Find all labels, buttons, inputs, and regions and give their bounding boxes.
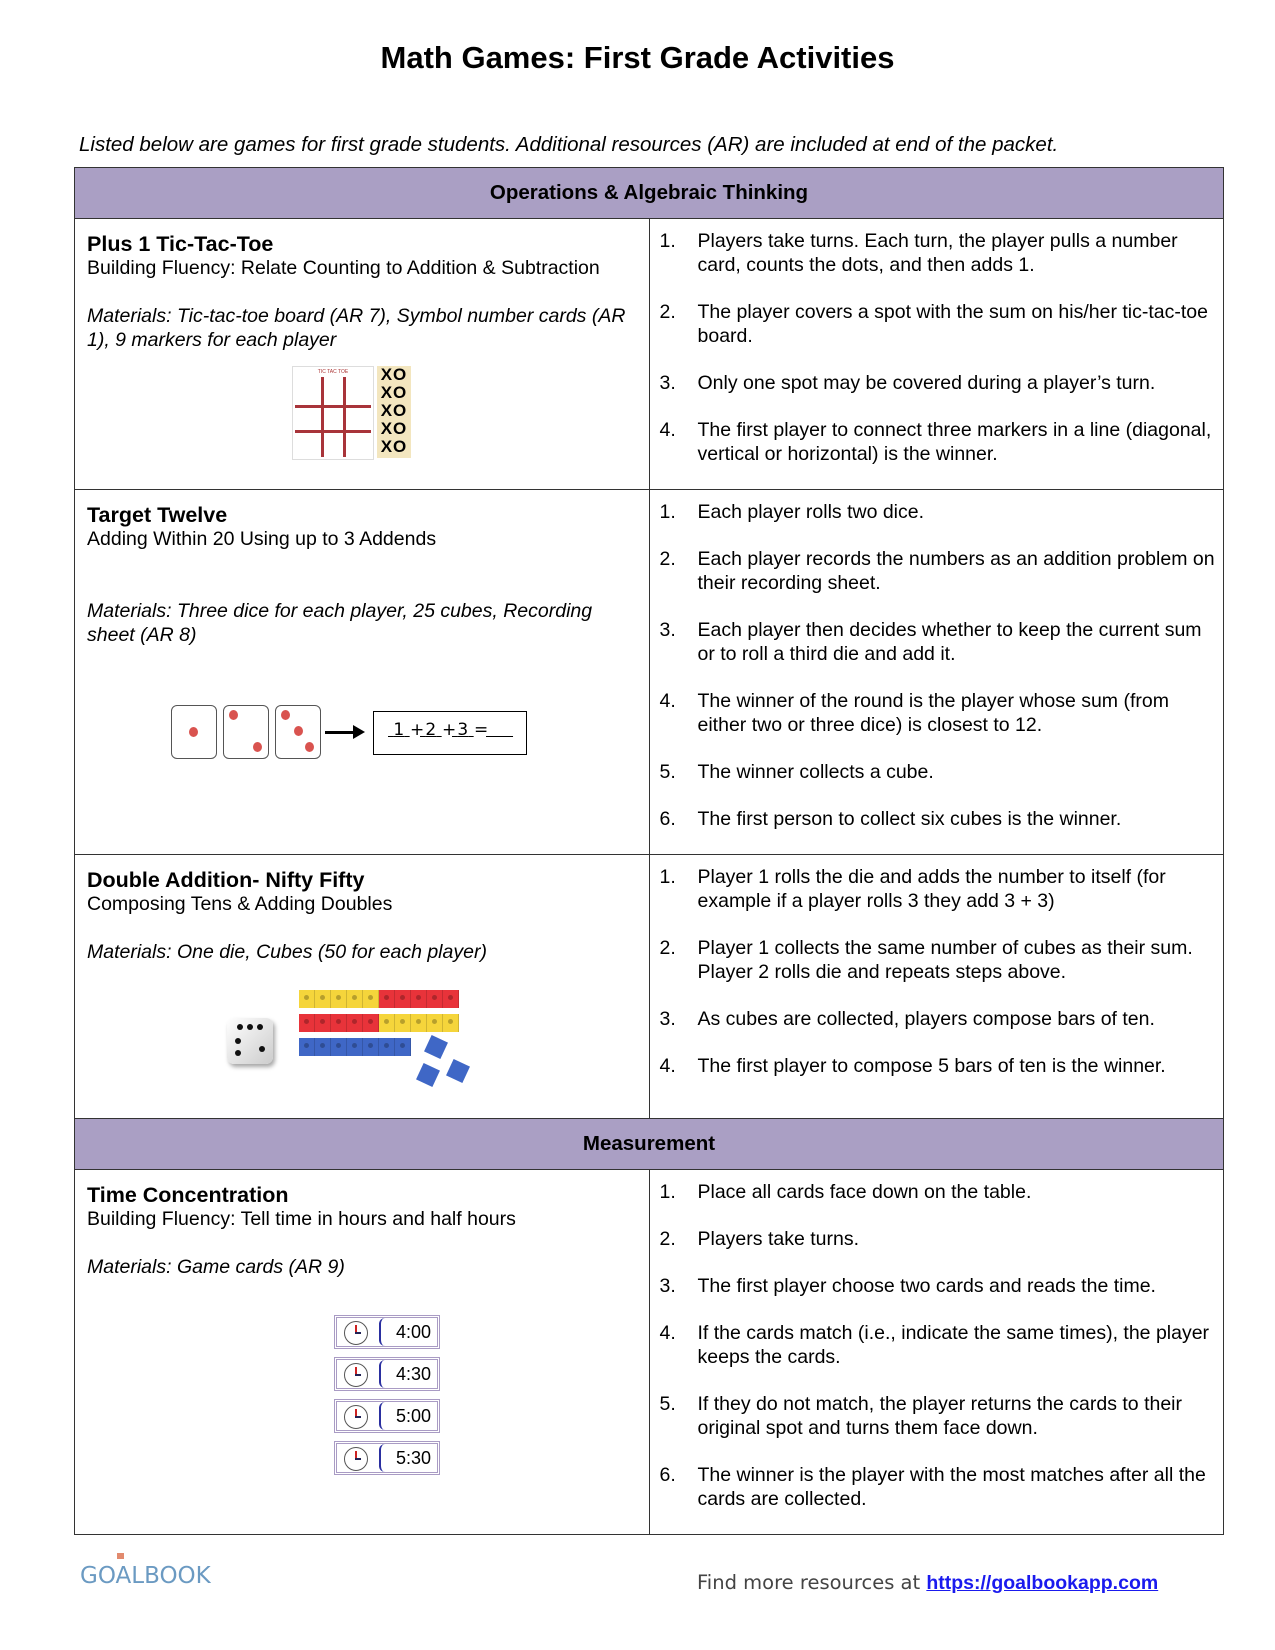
step-item: 5. If they do not match, the player returns the cards to their original spot and turns them face down. bbox=[659, 1393, 1183, 1439]
step-item: 4. The first player to connect three markers in a line (diagonal, vertical or horizontal) is the winner. bbox=[659, 419, 1212, 465]
game-info bbox=[75, 490, 650, 855]
game-name: Double Addition- Nifty Fifty bbox=[87, 868, 365, 892]
game-skill: Adding Within 20 Using up to 3 Addends bbox=[87, 528, 437, 550]
die-one bbox=[171, 705, 217, 759]
goalbook-link[interactable]: https://goalbookapp.com bbox=[926, 1572, 1159, 1594]
section-header-row bbox=[75, 1119, 1224, 1170]
step-item: 2. The player covers a spot with the sum on his/her tic-tac-toe board. bbox=[659, 301, 1208, 347]
game-skill: Composing Tens & Adding Doubles bbox=[87, 893, 393, 915]
game-info bbox=[75, 855, 650, 1119]
die-three bbox=[275, 705, 321, 759]
cube-bar-blue bbox=[299, 1038, 411, 1056]
game-steps bbox=[649, 1170, 1224, 1535]
step-item: 3. Each player then decides whether to keep the current sum or to roll a third die and add it. bbox=[659, 619, 1202, 665]
game-row bbox=[75, 855, 1224, 1119]
clock-icon bbox=[344, 1363, 368, 1387]
step-item: 6. The winner is the player with the most matches after all the cards are collected. bbox=[659, 1464, 1206, 1510]
loose-cube bbox=[446, 1059, 470, 1083]
time-card: 5:30 bbox=[334, 1441, 440, 1475]
game-name: Target Twelve bbox=[87, 503, 228, 527]
step-item: 2. Player 1 collects the same number of cubes as their sum. Player 2 rolls die and repeats steps above. bbox=[659, 937, 1193, 983]
loose-cube bbox=[424, 1035, 448, 1059]
step-item: 1. Players take turns. Each turn, the player pulls a number card, counts the dots, and then adds 1. bbox=[659, 230, 1178, 276]
time-card: 5:00 bbox=[334, 1399, 440, 1433]
step-item: 1. Player 1 rolls the die and adds the number to itself (for example if a player rolls 3 they add 3 + 3) bbox=[659, 866, 1166, 912]
cubes-and-die-image bbox=[87, 964, 637, 1094]
step-item: 5. The winner collects a cube. bbox=[659, 761, 934, 783]
step-item: 6. The first person to collect six cubes is the winner. bbox=[659, 808, 1122, 830]
step-item: 3. As cubes are collected, players compose bars of ten. bbox=[659, 1008, 1155, 1030]
game-name: Time Concentration bbox=[87, 1183, 289, 1207]
die-icon bbox=[227, 1018, 273, 1064]
game-materials: Materials: Three dice for each player, 25 cubes, Recording sheet (AR 8) bbox=[87, 600, 593, 646]
step-item: 4. The winner of the round is the player whose sum (from either two or three dice) is closest to 12. bbox=[659, 690, 1169, 736]
flag-icon bbox=[117, 1553, 124, 1559]
footer bbox=[697, 1571, 1158, 1595]
dice-equation-image bbox=[87, 647, 637, 797]
game-row bbox=[75, 219, 1224, 490]
section-heading: Measurement bbox=[75, 1119, 1224, 1170]
section-header-row bbox=[75, 168, 1224, 219]
game-skill: Building Fluency: Relate Counting to Addition & Subtraction bbox=[87, 257, 600, 279]
game-materials: Materials: One die, Cubes (50 for each player) bbox=[87, 941, 487, 963]
game-skill: Building Fluency: Tell time in hours and half hours bbox=[87, 1208, 516, 1230]
game-steps bbox=[649, 219, 1224, 490]
step-item: 1. Each player rolls two dice. bbox=[659, 501, 925, 523]
clock-icon bbox=[344, 1321, 368, 1345]
tic-tac-toe-image bbox=[87, 352, 637, 462]
game-name: Plus 1 Tic-Tac-Toe bbox=[87, 232, 274, 256]
game-materials: Materials: Game cards (AR 9) bbox=[87, 1256, 345, 1278]
time-card: 4:30 bbox=[334, 1357, 440, 1391]
footer-text: Find more resources at bbox=[697, 1571, 927, 1594]
xo-markers-image: XO XO XO XO XO bbox=[377, 366, 411, 458]
cube-bar-yellow-red bbox=[299, 990, 459, 1008]
die-two bbox=[223, 705, 269, 759]
game-materials: Materials: Tic-tac-toe board (AR 7), Symbol number cards (AR 1), 9 markers for each player bbox=[87, 305, 626, 351]
goalbook-logo: GOALBOOK bbox=[80, 1563, 211, 1589]
clock-icon bbox=[344, 1447, 368, 1471]
cube-bar-red-yellow bbox=[299, 1014, 459, 1032]
step-item: 4. The first player to compose 5 bars of ten is the winner. bbox=[659, 1055, 1166, 1077]
section-heading: Operations & Algebraic Thinking bbox=[75, 168, 1224, 219]
addition-equation: 1 + 2 + 3 = bbox=[373, 711, 527, 755]
step-item: 3. The first player choose two cards and reads the time. bbox=[659, 1275, 1156, 1297]
step-item: 2. Each player records the numbers as an addition problem on their recording sheet. bbox=[659, 548, 1215, 594]
game-row bbox=[75, 1170, 1224, 1535]
step-item: 4. If the cards match (i.e., indicate the same times), the player keeps the cards. bbox=[659, 1322, 1210, 1368]
games-table bbox=[74, 167, 1224, 1535]
tic-tac-toe-board: TIC TAC TOE bbox=[292, 366, 374, 460]
intro-text: Listed below are games for first grade students. Additional resources (AR) are included at end of the packet. bbox=[79, 133, 1059, 156]
step-item: 2. Players take turns. bbox=[659, 1228, 859, 1250]
arrow-icon bbox=[325, 731, 355, 734]
clock-icon bbox=[344, 1405, 368, 1429]
game-row bbox=[75, 490, 1224, 855]
game-info bbox=[75, 1170, 650, 1535]
loose-cube bbox=[416, 1063, 440, 1087]
game-info bbox=[75, 219, 650, 490]
game-steps bbox=[649, 855, 1224, 1119]
step-item: 3. Only one spot may be covered during a player’s turn. bbox=[659, 372, 1156, 394]
page-title: Math Games: First Grade Activities bbox=[380, 40, 895, 75]
step-item: 1. Place all cards face down on the table. bbox=[659, 1181, 1032, 1203]
time-card: 4:00 bbox=[334, 1315, 440, 1349]
time-cards-image bbox=[87, 1279, 637, 1499]
game-steps bbox=[649, 490, 1224, 855]
